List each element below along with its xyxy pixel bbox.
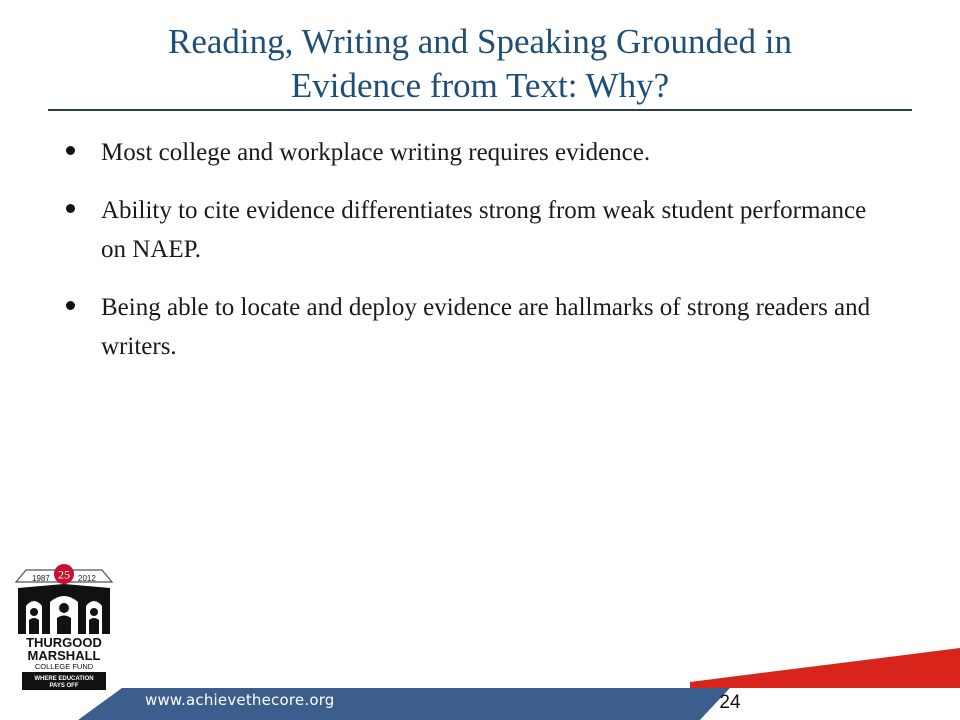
bullet-list — [62, 133, 892, 385]
bullet-text: Being able to locate and deploy evidence are hallmarks of strong readers and writers. — [101, 294, 871, 360]
bullet-dot-icon — [66, 146, 75, 155]
logo-name-line-2: MARSHALL — [27, 648, 101, 663]
footer-band — [0, 640, 960, 720]
logo-tagline-line-1: WHERE EDUCATION — [34, 676, 94, 682]
logo-name-line-3: COLLEGE FUND — [34, 662, 94, 671]
bullet-text: Ability to cite evidence differentiates strong from weak student performance on NAEP. — [101, 197, 867, 263]
logo-tagline-line-2: PAYS OFF — [49, 683, 79, 689]
footer-red-accent — [690, 648, 960, 688]
bullet-item — [62, 133, 892, 172]
logo-year-end: 2012 — [78, 574, 96, 583]
bullet-item — [62, 191, 892, 269]
title-line-2: Evidence from Text: Why? — [290, 66, 670, 105]
bullet-dot-icon — [66, 301, 75, 310]
logo-name-line-1: THURGOOD — [26, 635, 102, 650]
bullet-item — [62, 288, 892, 366]
title-divider — [48, 109, 912, 111]
logo-year-start: 1987 — [32, 574, 50, 583]
footer-url: www.achievethecore.org — [145, 691, 335, 709]
title-line-1: Reading, Writing and Speaking Grounded in — [168, 22, 792, 61]
bullet-dot-icon — [66, 204, 75, 213]
slide-number: 24 — [719, 692, 741, 713]
slide-title — [40, 20, 920, 108]
logo-anniversary: 25 — [58, 567, 70, 582]
bullet-text: Most college and workplace writing requires evidence. — [101, 139, 651, 166]
